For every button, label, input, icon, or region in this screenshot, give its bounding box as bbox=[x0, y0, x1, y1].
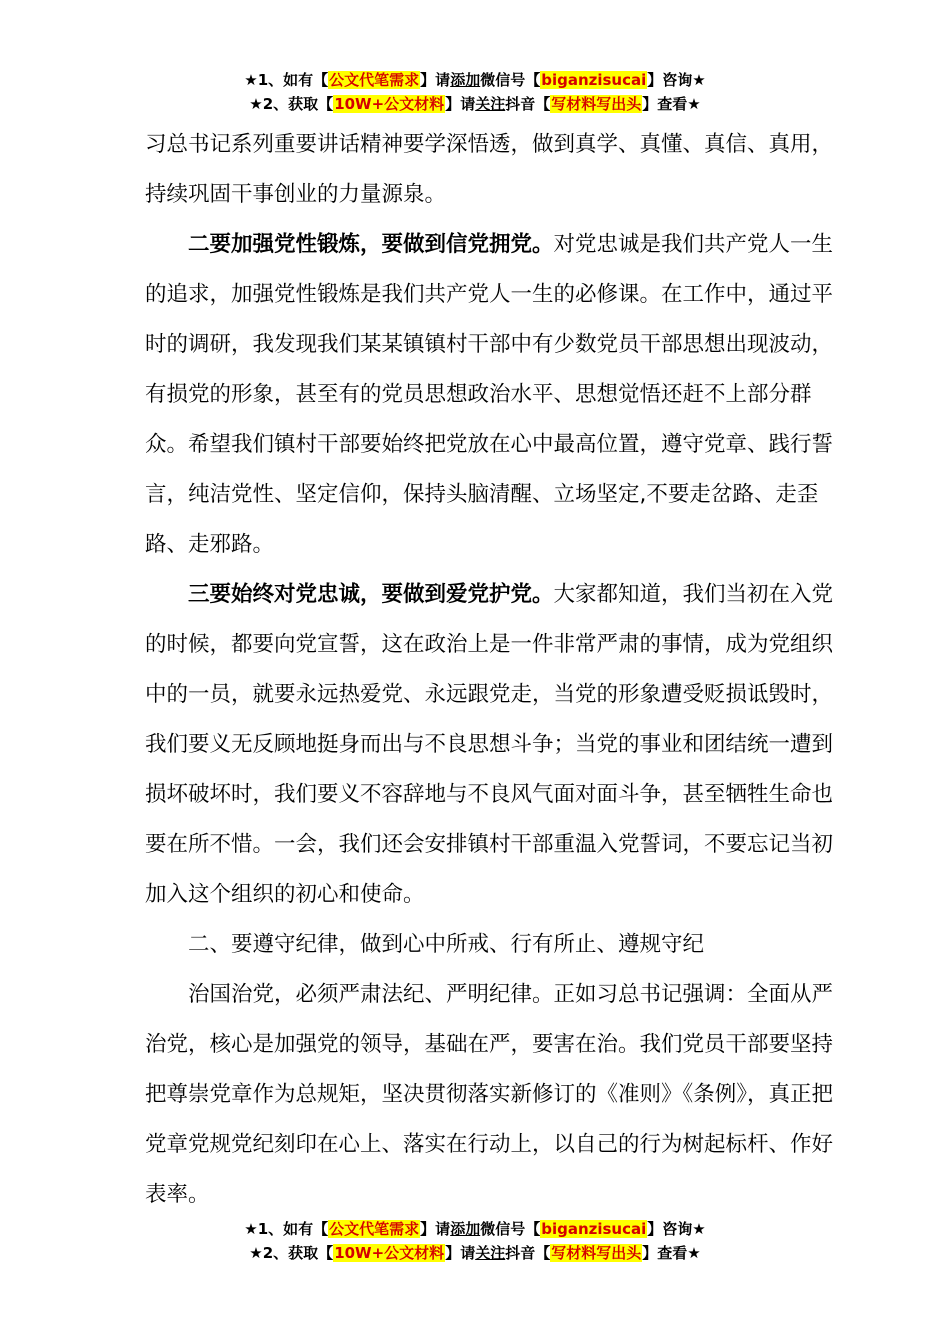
banner-text: 微信号【 bbox=[480, 71, 541, 89]
banner-text: 抖音【 bbox=[505, 1244, 551, 1262]
banner-underlined: 关注 bbox=[475, 95, 506, 113]
banner-text: 】查看★ bbox=[642, 1244, 701, 1262]
banner-text: 】查看★ bbox=[642, 95, 701, 113]
paragraph-3-text: 大家都知道，我们当初在入党的时候，都要向党宣誓，这在政治上是一件非常严肃的事情，成为党组织中的一员，就要永远热爱党、永远跟党走，当党的形象遭受贬损诋毁时，我们要义无反顾地挺身而出与不良思想斗争；当党的事业和团结统一遭到损坏破坏时，我们要义不容辞地与不良风气面对面斗争，甚至牺牲生命也要在所不惜。一会，我们还会安排镇村干部重温入党誓词，不要忘记当初加入这个组织的初心和使命。 bbox=[145, 582, 834, 907]
banner-text: 】请 bbox=[420, 71, 451, 89]
banner-text: 】请 bbox=[445, 1244, 476, 1262]
banner-text: ★2、获取【 bbox=[249, 95, 334, 113]
highlight-douyin-id: 写材料写出头 bbox=[551, 1244, 642, 1262]
banner-text: 微信号【 bbox=[480, 1220, 541, 1238]
banner-line-1 bbox=[0, 1217, 950, 1241]
header-banner bbox=[0, 68, 950, 116]
highlight-wechat-id: biganzisucai bbox=[541, 71, 647, 89]
banner-line-2 bbox=[0, 92, 950, 116]
banner-underlined: 添加 bbox=[450, 1220, 481, 1238]
highlight-service: 公文代笔需求 bbox=[329, 71, 420, 89]
paragraph-2-heading: 二要加强党性锻炼，要做到信党拥党。 bbox=[188, 232, 554, 257]
banner-text: ★1、如有【 bbox=[244, 71, 329, 89]
banner-underlined: 关注 bbox=[475, 1244, 506, 1262]
highlight-service: 公文代笔需求 bbox=[329, 1220, 420, 1238]
banner-line-2 bbox=[0, 1241, 950, 1265]
section-heading: 二、要遵守纪律，做到心中所戒、行有所止、遵规守纪 bbox=[188, 932, 705, 957]
highlight-wechat-id: biganzisucai bbox=[541, 1220, 647, 1238]
paragraph-3-heading: 三要始终对党忠诚，要做到爱党护党。 bbox=[188, 582, 554, 607]
highlight-douyin-id: 写材料写出头 bbox=[551, 95, 642, 113]
highlight-materials: 10W+公文材料 bbox=[334, 95, 445, 113]
highlight-materials: 10W+公文材料 bbox=[334, 1244, 445, 1262]
banner-text: 】请 bbox=[420, 1220, 451, 1238]
document-body bbox=[145, 120, 835, 1220]
banner-text: 】咨询★ bbox=[647, 1220, 706, 1238]
paragraph-3 bbox=[145, 570, 835, 920]
banner-text: 抖音【 bbox=[505, 95, 551, 113]
paragraph-2-text: 对党忠诚是我们共产党人一生的追求，加强党性锻炼是我们共产党人一生的必修课。在工作中，通过平时的调研，我发现我们某某镇镇村干部中有少数党员干部思想出现波动，有损党的形象，甚至有的党员思想政治水平、思想觉悟还赶不上部分群众。希望我们镇村干部要始终把党放在心中最高位置，遵守党章、践行誓言，纯洁党性、坚定信仰，保持头脑清醒、立场坚定,不要走岔路、走歪路、走邪路。 bbox=[145, 232, 834, 557]
banner-text: 】咨询★ bbox=[647, 71, 706, 89]
banner-text: ★1、如有【 bbox=[244, 1220, 329, 1238]
paragraph-2 bbox=[145, 220, 835, 570]
footer-banner bbox=[0, 1217, 950, 1265]
banner-text: ★2、获取【 bbox=[249, 1244, 334, 1262]
banner-underlined: 添加 bbox=[450, 71, 481, 89]
paragraph-5: 治国治党，必须严肃法纪、严明纪律。正如习总书记强调：全面从严治党，核心是加强党的领导，基础在严，要害在治。我们党员干部要坚持把尊崇党章作为总规矩，坚决贯彻落实新修订的《准则》《条例》，真正把党章党规党纪刻印在心上、落实在行动上，以自己的行为树起标杆、作好表率。 bbox=[145, 982, 834, 1207]
paragraph-1: 习总书记系列重要讲话精神要学深悟透，做到真学、真懂、真信、真用，持续巩固干事创业的力量源泉。 bbox=[145, 132, 834, 207]
banner-text: 】请 bbox=[445, 95, 476, 113]
banner-line-1 bbox=[0, 68, 950, 92]
